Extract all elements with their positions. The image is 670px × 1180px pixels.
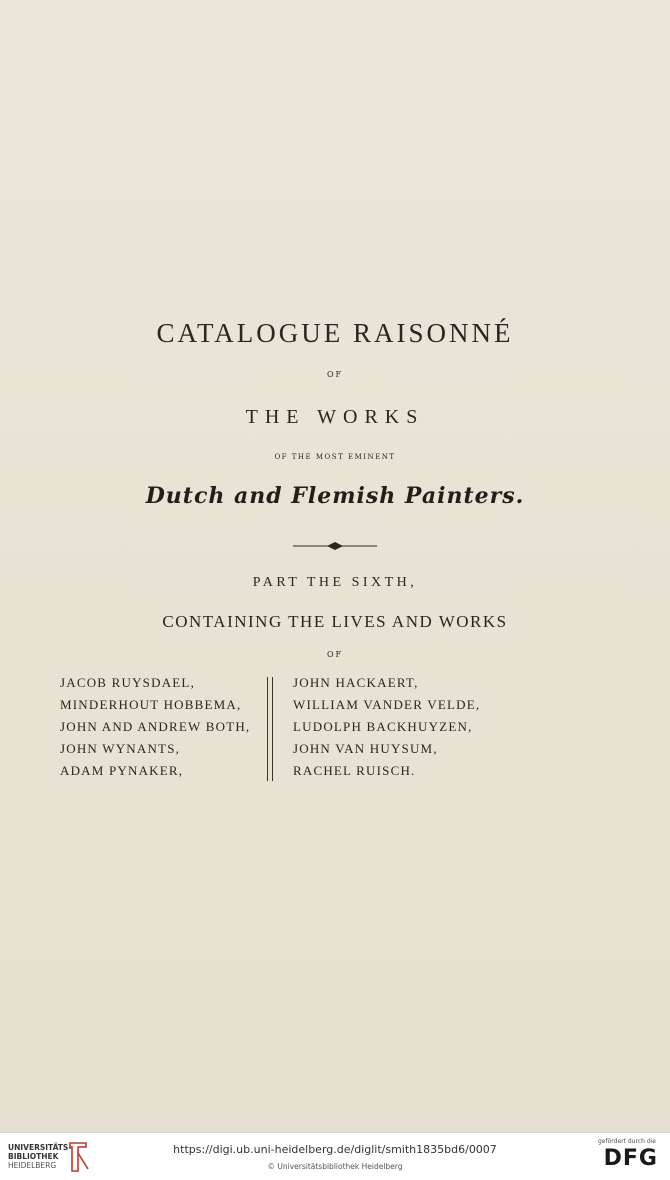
of-label-2: OF <box>326 650 344 659</box>
list-item: JOHN AND ANDREW BOTH, <box>60 719 251 734</box>
list-item: WILLIAM VANDER VELDE, <box>293 697 481 712</box>
painters-list-right <box>293 672 480 782</box>
works-heading: THE WORKS <box>245 406 425 428</box>
viewer-footer <box>0 1132 670 1180</box>
catalogue-title: CATALOGUE RAISONNÉ <box>156 318 514 348</box>
library-line-2: BIBLIOTHEK <box>8 1152 59 1161</box>
part-sixth: PART THE SIXTH, <box>252 575 418 590</box>
dutch-flemish-painters-heading: Dutch and Flemish Painters. <box>145 483 525 509</box>
containing-heading: CONTAINING THE LIVES AND WORKS <box>162 612 508 631</box>
of-label-1: OF <box>326 370 344 379</box>
dfg-logo[interactable]: DFG <box>603 1146 658 1171</box>
list-item: ADAM PYNAKER, <box>60 763 184 778</box>
list-item: JOHN VAN HUYSUM, <box>293 741 438 756</box>
list-item: MINDERHOUT HOBBEMA, <box>60 697 242 712</box>
ornament-divider-icon <box>0 537 670 549</box>
list-item: LUDOLPH BACKHUYZEN, <box>293 719 473 734</box>
funded-by-label: gefördert durch die <box>598 1138 656 1145</box>
list-item: RACHEL RUISCH. <box>293 763 416 778</box>
list-item: JOHN WYNANTS, <box>60 741 181 756</box>
list-item: JACOB RUYSDAEL, <box>60 675 196 690</box>
list-item: JOHN HACKAERT, <box>293 675 419 690</box>
library-line-3: HEIDELBERG <box>8 1161 57 1170</box>
painters-list-left <box>60 672 250 782</box>
copyright-notice: © Universitätsbibliothek Heidelberg <box>267 1162 403 1171</box>
permalink-url[interactable]: https://digi.ub.uni-heidelberg.de/diglit/smith1835bd6/0007 <box>173 1143 497 1156</box>
library-line-1: UNIVERSITÄTS- <box>8 1143 72 1152</box>
eminent-subheading: OF THE MOST EMINENT <box>274 453 396 461</box>
column-divider <box>267 677 273 781</box>
